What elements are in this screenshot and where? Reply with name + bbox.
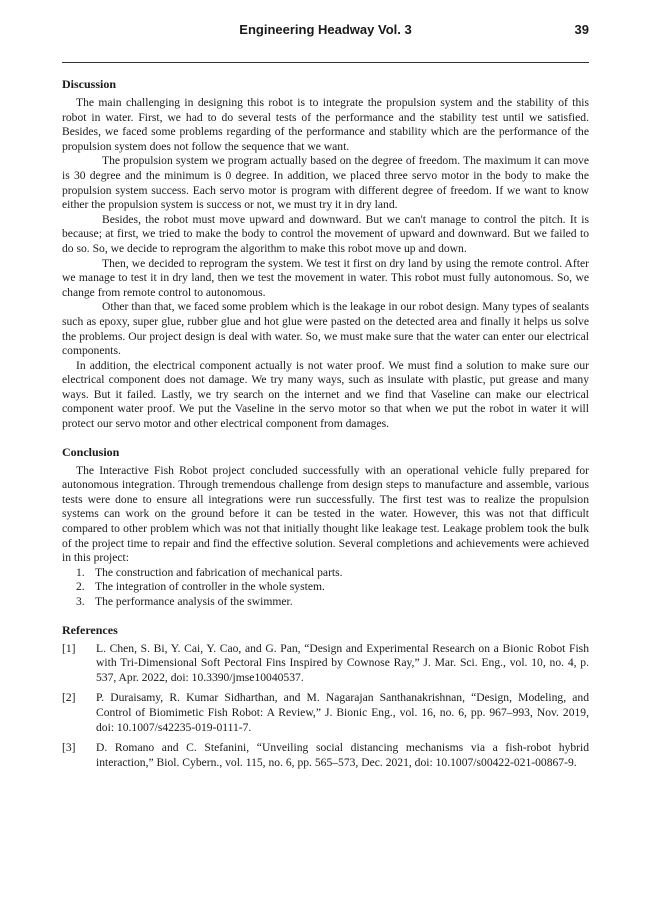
discussion-paragraph: Other than that, we faced some problem which is the leakage in our robot design. Many types of sealants such as epoxy, super glue, rubber glue and hot glue were pasted on the detected area and finally it helps us solve the problems. Our project design is deal with water. So, we must make sure that the water can enter our electrical components. <box>62 300 589 358</box>
page-body <box>62 77 589 776</box>
references-heading: References <box>62 622 118 637</box>
discussion-heading: Discussion <box>62 77 117 91</box>
achievements-list <box>62 566 589 610</box>
reference-text: D. Romano and C. Stefanini, “Unveiling social distancing mechanisms via a fish-robot hybrid interaction,” Biol. Cybern., vol. 115, no. 6, pp. 565–573, Dec. 2021, doi: 10.1007/s00422-021-00867-9. <box>96 741 589 769</box>
discussion-paragraph: The propulsion system we program actually based on the degree of freedom. The maximum it can move is 30 degree and the minimum is 0 degree. In addition, we placed three servo motor in the body to make the propulsion system success. Each servo motor is program with different degree of freedom. If we want to know either the propulsion system is success or not, we must try it in dry land. <box>62 154 589 212</box>
reference-text: P. Duraisamy, R. Kumar Sidharthan, and M. Nagarajan Santhanakrishnan, “Design, Modeling, and Control of Biomimetic Fish Robot: A Review,” J. Bionic Eng., vol. 16, no. 6, pp. 967–993, Nov. 2019, doi: 10.1007/s42235-019-0111-7. <box>96 691 589 734</box>
list-item-text: The construction and fabrication of mechanical parts. <box>95 565 343 579</box>
conclusion-heading: Conclusion <box>62 444 120 459</box>
list-item <box>76 595 589 610</box>
list-item-number: 1. <box>76 565 85 579</box>
conclusion-paragraph: The Interactive Fish Robot project concluded successfully with an operational vehicle fully prepared for autonomous integration. Through tremendous challenge from design steps to manufacture and assemble, various tests were done to ensure all integrations were run successfully. The first test was to realize the propulsion systems can work on the ground before it can be tested in the water. However, this was not that difficult compared to other problem which was not that initially thought like leakage test. Leakage problem took the bulk of the project time to repair and find the effective solution. Several completions and achievements were achieved in this project: <box>62 463 589 565</box>
discussion-paragraph: Besides, the robot must move upward and downward. But we can't manage to control the pitch. It is because; at first, we tried to make the body to control the movement of upward and downward. But we failed to do so. So, we decide to reprogram the algorithm to make this robot move up and down. <box>62 212 589 255</box>
discussion-paragraph: The main challenging in designing this robot is to integrate the propulsion system and the stability of this robot in water. First, we had to do several tests of the performance and the stability test until we satisfied. Besides, we faced some problems regarding of the performance and stability which are the performance of the propulsion system does not follow the sequence that we want. <box>62 96 589 153</box>
running-header <box>62 22 589 42</box>
reference-item <box>62 741 589 770</box>
reference-item <box>62 691 589 735</box>
reference-item <box>62 642 589 686</box>
reference-list <box>62 642 589 771</box>
reference-text: L. Chen, S. Bi, Y. Cai, Y. Cao, and G. Pan, “Design and Experimental Research on a Bionic Robot Fish with Tri-Dimensional Soft Pectoral Fins Inspired by Cownose Ray,” J. Mar. Sci. Eng., vol. 10, no. 4, p. 537, Apr. 2022, doi: 10.3390/jmse10040537. <box>96 641 589 684</box>
list-item-number: 3. <box>76 595 85 608</box>
list-item-text: The performance analysis of the swimmer. <box>95 595 293 608</box>
reference-number: [1] <box>62 641 76 655</box>
list-item-text: The integration of controller in the whole system. <box>95 580 325 594</box>
discussion-paragraph: Then, we decided to reprogram the system. We test it first on dry land by using the remote control. After we manage to test it in dry land, then we test the movement in water. This robot must fully autonomous. So, we change from remote control to autonomous. <box>62 256 589 299</box>
list-item-number: 2. <box>76 580 85 594</box>
discussion-paragraph: In addition, the electrical component actually is not water proof. We must find a solution to make sure our electrical component does not damage. We try many ways, such as insulate with plastic, put grease and many ways. But it failed. Lastly, we try search on the internet and we find that Vaseline can make our electrical component water proof. We put the Vaseline in the servo motor so that when we put the robot in water it will protect our servo motor and other electrical component from damages. <box>62 358 589 431</box>
list-item <box>76 566 589 581</box>
page-number: 39 <box>574 22 589 37</box>
discussion-section <box>62 77 589 432</box>
reference-number: [3] <box>62 741 76 755</box>
header-rule <box>62 62 589 63</box>
list-item <box>76 580 589 595</box>
reference-number: [2] <box>62 691 76 705</box>
journal-title: Engineering Headway Vol. 3 <box>239 22 412 37</box>
references-section <box>62 623 589 771</box>
conclusion-section <box>62 445 589 610</box>
